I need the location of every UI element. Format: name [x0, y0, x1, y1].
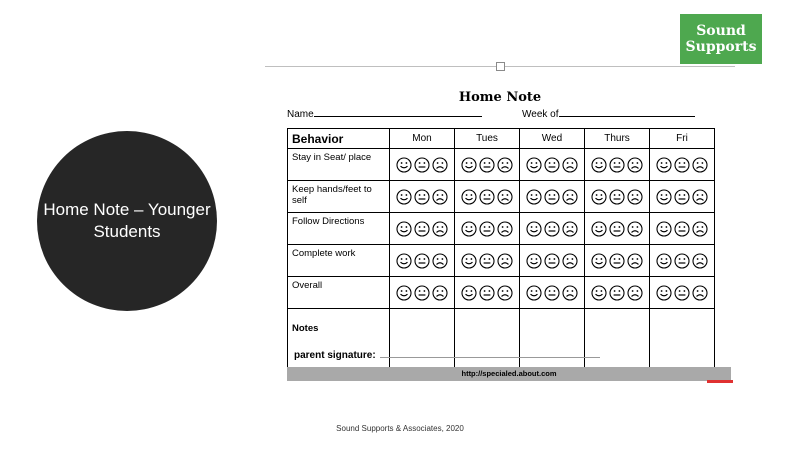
face-cell [520, 149, 585, 181]
brand-line-2: Supports [685, 39, 757, 55]
sad-face-icon [497, 221, 513, 237]
name-label: Name [287, 109, 314, 120]
happy-face-icon [591, 189, 607, 205]
face-cell [520, 181, 585, 213]
face-cell [455, 149, 520, 181]
sad-face-icon [692, 157, 708, 173]
face-cell [585, 245, 650, 277]
resize-handle[interactable] [496, 62, 505, 71]
sad-face-icon [432, 189, 448, 205]
happy-face-icon [461, 285, 477, 301]
face-cell [390, 181, 455, 213]
sad-face-icon [692, 189, 708, 205]
sad-face-icon [627, 285, 643, 301]
sad-face-icon [497, 253, 513, 269]
face-cell [390, 213, 455, 245]
neutral-face-icon [544, 221, 560, 237]
behavior-row [288, 245, 715, 277]
face-cell [520, 245, 585, 277]
behavior-table [287, 128, 715, 370]
face-cell [585, 277, 650, 309]
happy-face-icon [656, 221, 672, 237]
notes-label: Notes [288, 309, 390, 370]
neutral-face-icon [609, 157, 625, 173]
neutral-face-icon [544, 253, 560, 269]
happy-face-icon [591, 157, 607, 173]
face-cell [585, 149, 650, 181]
happy-face-icon [526, 221, 542, 237]
neutral-face-icon [609, 189, 625, 205]
happy-face-icon [396, 221, 412, 237]
neutral-face-icon [479, 189, 495, 205]
neutral-face-icon [414, 189, 430, 205]
slide-title-circle [37, 131, 217, 311]
neutral-face-icon [414, 157, 430, 173]
happy-face-icon [461, 221, 477, 237]
sad-face-icon [627, 253, 643, 269]
sad-face-icon [432, 285, 448, 301]
neutral-face-icon [479, 157, 495, 173]
brand-logo [680, 14, 762, 64]
behavior-label: Complete work [288, 245, 390, 277]
day-header: Tues [455, 129, 520, 149]
face-cell [650, 149, 715, 181]
day-header: Thurs [585, 129, 650, 149]
sad-face-icon [692, 285, 708, 301]
face-cell [585, 213, 650, 245]
sad-face-icon [692, 221, 708, 237]
happy-face-icon [396, 253, 412, 269]
neutral-face-icon [544, 157, 560, 173]
behavior-row [288, 213, 715, 245]
parent-signature-line [294, 350, 600, 361]
neutral-face-icon [674, 157, 690, 173]
source-url-bar [287, 367, 731, 381]
footer-credit: Sound Supports & Associates, 2020 [336, 424, 464, 433]
sad-face-icon [562, 221, 578, 237]
red-mark [707, 380, 733, 383]
sad-face-icon [627, 189, 643, 205]
happy-face-icon [526, 157, 542, 173]
happy-face-icon [656, 285, 672, 301]
sad-face-icon [627, 221, 643, 237]
week-field [522, 109, 695, 120]
face-cell [390, 245, 455, 277]
behavior-label: Stay in Seat/ place [288, 149, 390, 181]
happy-face-icon [526, 253, 542, 269]
sad-face-icon [627, 157, 643, 173]
behavior-row [288, 181, 715, 213]
happy-face-icon [656, 253, 672, 269]
sad-face-icon [497, 189, 513, 205]
neutral-face-icon [479, 285, 495, 301]
happy-face-icon [396, 157, 412, 173]
sad-face-icon [562, 189, 578, 205]
notes-cell [650, 309, 715, 370]
happy-face-icon [526, 285, 542, 301]
behavior-label: Overall [288, 277, 390, 309]
face-cell [650, 245, 715, 277]
face-cell [390, 277, 455, 309]
behavior-header: Behavior [288, 129, 390, 149]
name-field [287, 109, 482, 120]
behavior-row [288, 149, 715, 181]
day-header: Wed [520, 129, 585, 149]
neutral-face-icon [544, 189, 560, 205]
neutral-face-icon [479, 253, 495, 269]
sad-face-icon [562, 285, 578, 301]
happy-face-icon [656, 189, 672, 205]
face-cell [455, 213, 520, 245]
sad-face-icon [692, 253, 708, 269]
neutral-face-icon [674, 221, 690, 237]
face-cell [455, 277, 520, 309]
face-cell [520, 213, 585, 245]
happy-face-icon [461, 157, 477, 173]
neutral-face-icon [479, 221, 495, 237]
week-blank [559, 116, 695, 117]
home-note-image[interactable] [265, 66, 735, 383]
neutral-face-icon [674, 253, 690, 269]
happy-face-icon [461, 253, 477, 269]
neutral-face-icon [674, 285, 690, 301]
face-cell [455, 181, 520, 213]
name-blank [314, 116, 482, 117]
brand-line-1: Sound [696, 23, 746, 39]
signature-label: parent signature: [294, 350, 376, 361]
behavior-row [288, 277, 715, 309]
neutral-face-icon [609, 253, 625, 269]
day-header: Mon [390, 129, 455, 149]
happy-face-icon [396, 285, 412, 301]
behavior-label: Keep hands/feet to self [288, 181, 390, 213]
source-url: http://specialed.about.com [461, 369, 557, 378]
happy-face-icon [396, 189, 412, 205]
sad-face-icon [432, 253, 448, 269]
sad-face-icon [562, 253, 578, 269]
signature-blank [380, 357, 600, 358]
face-cell [390, 149, 455, 181]
happy-face-icon [461, 189, 477, 205]
happy-face-icon [656, 157, 672, 173]
face-cell [650, 181, 715, 213]
neutral-face-icon [414, 253, 430, 269]
sad-face-icon [562, 157, 578, 173]
face-cell [650, 213, 715, 245]
slide-title: Home Note – Younger Students [43, 200, 211, 241]
neutral-face-icon [414, 285, 430, 301]
day-header: Fri [650, 129, 715, 149]
face-cell [650, 277, 715, 309]
worksheet-title: Home Note [458, 90, 542, 105]
neutral-face-icon [414, 221, 430, 237]
week-label: Week of [522, 109, 559, 120]
neutral-face-icon [609, 285, 625, 301]
happy-face-icon [591, 221, 607, 237]
neutral-face-icon [544, 285, 560, 301]
happy-face-icon [591, 253, 607, 269]
neutral-face-icon [609, 221, 625, 237]
sad-face-icon [432, 221, 448, 237]
face-cell [520, 277, 585, 309]
happy-face-icon [591, 285, 607, 301]
neutral-face-icon [674, 189, 690, 205]
sad-face-icon [497, 285, 513, 301]
face-cell [455, 245, 520, 277]
sad-face-icon [497, 157, 513, 173]
behavior-label: Follow Directions [288, 213, 390, 245]
face-cell [585, 181, 650, 213]
sad-face-icon [432, 157, 448, 173]
happy-face-icon [526, 189, 542, 205]
